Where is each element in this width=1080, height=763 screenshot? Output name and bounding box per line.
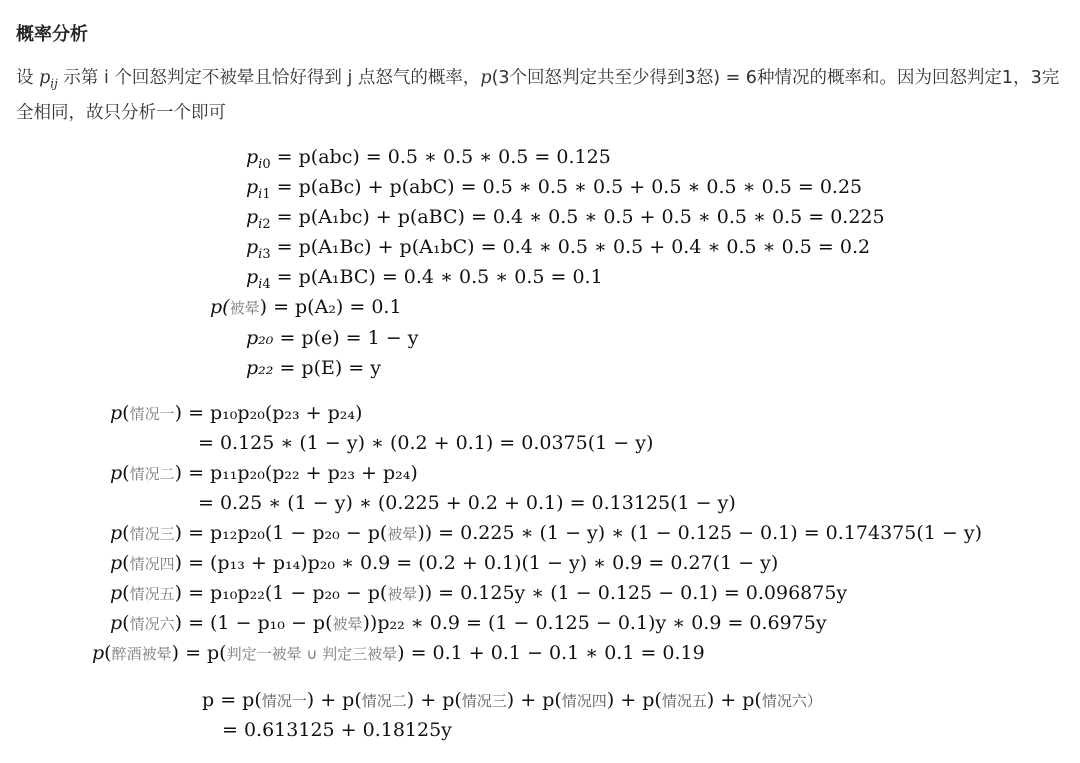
eq-case1-cont: = 0.125 ∗ (1 − y) ∗ (0.2 + 0.1) = 0.0375(1 − y) <box>198 432 654 454</box>
eq-case3: p(情况三) = p₁₂p₂₀(1 − p₂₀ − p(被晕)) = 0.225 ∗ (1 − y) ∗ (1 − 0.125 − 0.1) = 0.174375(1 − y) <box>110 522 982 544</box>
section-title: 概率分析 <box>16 24 88 45</box>
eq-case4: p(情况四) = (p₁₃ + p₁₄)p₂₀ ∗ 0.9 = (0.2 + 0.1)(1 − y) ∗ 0.9 = 0.27(1 − y) <box>110 552 779 574</box>
eq-case1: p(情况一) = p₁₀p₂₀(p₂₃ + p₂₄) <box>110 402 363 424</box>
eq-case6: p(情况六) = (1 − p₁₀ − p(被晕))p₂₂ ∗ 0.9 = (1 − 0.125 − 0.1)y ∗ 0.9 = 0.6975y <box>110 612 827 634</box>
eq-pi1: $p_{i1} = p(aBc) + p(abC) = 0.5$ ∗ 0.5 ∗ 0.5 + 0.5 ∗ 0.5 ∗ 0.5 = 0.25 <box>246 176 863 202</box>
eq-p20: p₂₀ = p(e) = 1 − y <box>246 327 419 349</box>
eq-total: p = p(情况一) + p(情况二) + p(情况三) + p(情况四) + p(情况五) + p(情况六） <box>202 689 822 711</box>
eq-pi4: $p_{i4} = p(A_1BC) = 0.4$ ∗ 0.5 ∗ 0.5 = 0.1 <box>246 266 603 292</box>
eq-case2: p(情况二) = p₁₁p₂₀(p₂₂ + p₂₃ + p₂₄) <box>110 462 418 484</box>
eq-case5: p(情况五) = p₁₀p₂₂(1 − p₂₀ − p(被晕)) = 0.125y ∗ (1 − 0.125 − 0.1) = 0.096875y <box>110 582 848 604</box>
eq-total-result: = 0.613125 + 0.18125y <box>222 719 452 741</box>
eq-drunk-stun: p(醉酒被晕) = p(判定一被晕 ∪ 判定三被晕) = 0.1 + 0.1 − 0.1 ∗ 0.1 = 0.19 <box>92 642 705 664</box>
eq-pi2: $p_{i2} = p(A_1bc) + p(aBC) = 0.4$ ∗ 0.5 ∗ 0.5 + 0.5 ∗ 0.5 ∗ 0.5 = 0.225 <box>246 206 885 232</box>
eq-stun: p(被晕) = p(A₂) = 0.1 <box>210 296 402 318</box>
eq-p22: p₂₂ = p(E) = y <box>246 357 382 379</box>
eq-pi0: $p_{i0} = p(abc) = 0.5$ ∗ 0.5 ∗ 0.5 = 0.125 <box>246 146 611 172</box>
eq-pi3: $p_{i3} = p(A_1Bc) + p(A_1bC) = 0.4$ ∗ 0.5 ∗ 0.5 + 0.4 ∗ 0.5 ∗ 0.5 = 0.2 <box>246 236 871 262</box>
intro-paragraph: 设 $p_{ij}$ 示第 i 个回怒判定不被晕且恰好得到 j 点怒气的概率，p(3个回怒判定共至少得到3怒) = 6种情况的概率和。因为回怒判定1，3完全相同，故只分析一个即可 <box>16 68 1060 123</box>
eq-case2-cont: = 0.25 ∗ (1 − y) ∗ (0.225 + 0.2 + 0.1) = 0.13125(1 − y) <box>198 492 736 514</box>
